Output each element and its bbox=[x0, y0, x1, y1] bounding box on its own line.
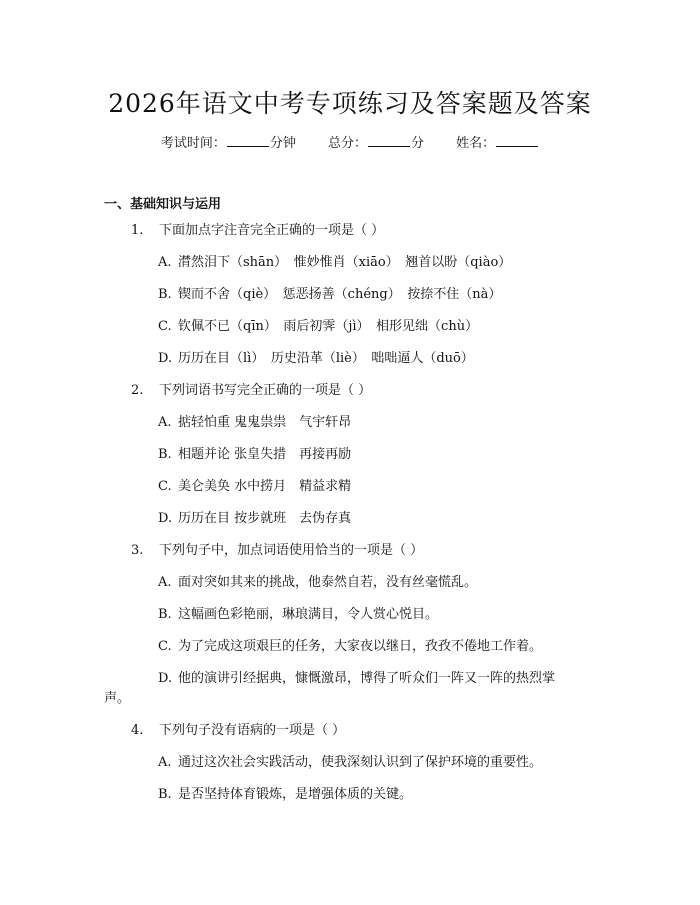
option-text-continuation: 声。 bbox=[104, 691, 131, 706]
answer-option bbox=[158, 350, 474, 368]
question-number: 3. bbox=[131, 543, 144, 558]
answer-option bbox=[158, 606, 438, 624]
option-text: 钦佩不已（qīn） 雨后初霁（jì） 相形见绌（chù） bbox=[178, 319, 479, 334]
question-text: 下列句子中，加点词语使用恰当的一项是（ ） bbox=[159, 543, 424, 558]
question-stem bbox=[131, 382, 371, 400]
option-text: 美仑美奂 水中捞月 精益求精 bbox=[178, 479, 352, 494]
answer-option bbox=[158, 510, 351, 528]
question-text: 下列句子没有语病的一项是（ ） bbox=[159, 723, 346, 738]
option-label: A. bbox=[158, 755, 172, 770]
exam-time-field bbox=[161, 132, 296, 151]
answer-option bbox=[158, 638, 542, 656]
answer-option bbox=[158, 318, 478, 336]
answer-option bbox=[158, 574, 477, 592]
option-label: B. bbox=[158, 607, 172, 622]
option-text: 潸然泪下（shān） 惟妙惟肖（xiāo） 翘首以盼（qiào） bbox=[178, 255, 512, 270]
option-label: B. bbox=[158, 287, 172, 302]
exam-info-row bbox=[0, 132, 700, 151]
question-number: 4. bbox=[131, 723, 144, 738]
option-label: C. bbox=[158, 479, 172, 494]
answer-option bbox=[158, 670, 555, 688]
question-number: 2. bbox=[131, 383, 144, 398]
option-label: D. bbox=[158, 511, 173, 526]
score-blank bbox=[368, 134, 410, 147]
answer-option bbox=[158, 286, 501, 304]
time-unit: 分钟 bbox=[269, 136, 296, 151]
score-unit: 分 bbox=[411, 136, 425, 151]
name-field bbox=[456, 132, 539, 151]
option-label: B. bbox=[158, 787, 172, 802]
time-label: 考试时间： bbox=[160, 136, 226, 151]
option-label: C. bbox=[158, 319, 172, 334]
question-stem bbox=[131, 222, 384, 240]
question-number: 1. bbox=[131, 223, 144, 238]
answer-option bbox=[158, 786, 412, 804]
option-label: A. bbox=[158, 415, 172, 430]
answer-option bbox=[158, 254, 511, 272]
option-text: 历历在目（lì） 历史沿革（liè） 咄咄逼人（duō） bbox=[178, 351, 474, 366]
option-label: A. bbox=[158, 255, 172, 270]
question-stem bbox=[131, 722, 345, 740]
option-text: 掂轻怕重 鬼鬼祟祟 气宇轩昂 bbox=[178, 415, 352, 430]
option-text: 面对突如其来的挑战，他泰然自若，没有丝毫慌乱。 bbox=[178, 575, 478, 590]
answer-option bbox=[158, 754, 542, 772]
answer-option bbox=[158, 414, 351, 432]
option-text: 他的演讲引经据典，慷慨激昂，博得了听众们一阵又一阵的热烈掌 bbox=[178, 671, 556, 686]
answer-option bbox=[158, 446, 351, 464]
page-title: 2026年语文中考专项练习及答案题及答案 bbox=[108, 89, 592, 118]
question-stem bbox=[131, 542, 423, 560]
answer-option bbox=[158, 478, 351, 496]
time-blank bbox=[227, 134, 269, 147]
option-label: D. bbox=[158, 351, 173, 366]
option-text: 这幅画色彩艳丽，琳琅满目，令人赏心悦目。 bbox=[178, 607, 439, 622]
option-label: B. bbox=[158, 447, 172, 462]
option-text: 历历在目 按步就班 去伪存真 bbox=[178, 511, 352, 526]
question-text: 下面加点字注音完全正确的一项是（ ） bbox=[159, 223, 385, 238]
option-text: 锲而不舍（qiè） 惩恶扬善（chéng） 按捺不住（nà） bbox=[178, 287, 502, 302]
question-text: 下列词语书写完全正确的一项是（ ） bbox=[159, 383, 372, 398]
score-field bbox=[328, 132, 424, 151]
option-label: D. bbox=[158, 671, 173, 686]
option-label: A. bbox=[158, 575, 172, 590]
option-text: 为了完成这项艰巨的任务，大家夜以继日，孜孜不倦地工作着。 bbox=[178, 639, 543, 654]
option-label: C. bbox=[158, 639, 172, 654]
score-label: 总分： bbox=[327, 136, 367, 151]
section-heading: 一、基础知识与运用 bbox=[104, 197, 222, 212]
name-blank bbox=[496, 134, 538, 147]
name-label: 姓名： bbox=[456, 136, 496, 151]
option-text: 通过这次社会实践活动，使我深刻认识到了保护环境的重要性。 bbox=[178, 755, 543, 770]
option-text: 相题并论 张皇失措 再接再励 bbox=[178, 447, 352, 462]
option-text: 是否坚持体育锻炼，是增强体质的关键。 bbox=[178, 787, 413, 802]
